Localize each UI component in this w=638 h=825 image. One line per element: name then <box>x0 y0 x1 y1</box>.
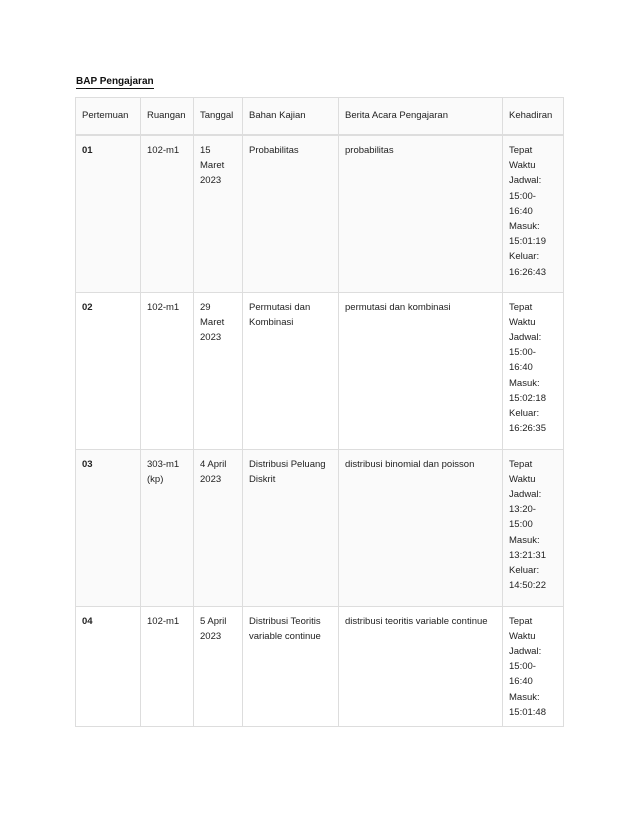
attendance-check-in: Masuk: 15:01:19 <box>509 221 546 248</box>
cell-ruangan: 102-m1 <box>141 606 194 726</box>
cell-bahan-kajian: Probabilitas <box>243 135 339 292</box>
cell-tanggal: 15 Maret 2023 <box>194 135 243 292</box>
cell-berita-acara: permutasi dan kombinasi <box>339 292 503 449</box>
cell-kehadiran <box>503 606 564 726</box>
cell-tanggal: 5 April 2023 <box>194 606 243 726</box>
page-title: BAP Pengajaran <box>76 76 154 87</box>
cell-bahan-kajian: Distribusi Teoritis variable continue <box>243 606 339 726</box>
table-row <box>76 135 564 292</box>
cell-kehadiran <box>503 292 564 449</box>
table-header-row <box>76 98 564 136</box>
cell-berita-acara: distribusi binomial dan poisson <box>339 449 503 606</box>
cell-pertemuan: 04 <box>76 606 141 726</box>
attendance-check-out: Keluar: 16:26:43 <box>509 251 546 278</box>
attendance-schedule: Jadwal: 15:00-16:40 <box>509 331 542 374</box>
table-row <box>76 292 564 449</box>
cell-ruangan: 102-m1 <box>141 135 194 292</box>
bap-table <box>75 97 564 727</box>
attendance-check-in: Masuk: 15:02:18 <box>509 377 546 404</box>
cell-bahan-kajian: Permutasi dan Kombinasi <box>243 292 339 449</box>
attendance-check-out: Keluar: 14:50:22 <box>509 564 546 592</box>
cell-tanggal: 29 Maret 2023 <box>194 292 243 449</box>
cell-ruangan: 303-m1 (kp) <box>141 449 194 606</box>
attendance-schedule: Jadwal: 15:00-16:40 <box>509 175 542 217</box>
cell-tanggal: 4 April 2023 <box>194 449 243 606</box>
attendance-status: Tepat Waktu <box>509 301 536 328</box>
cell-pertemuan: 02 <box>76 292 141 449</box>
cell-kehadiran <box>503 449 564 606</box>
column-header-berita-acara: Berita Acara Pengajaran <box>339 98 503 136</box>
attendance-schedule: Jadwal: 13:20-15:00 <box>509 488 542 531</box>
attendance-status: Tepat Waktu <box>509 458 536 485</box>
attendance-check-in: Masuk: 13:21:31 <box>509 534 546 561</box>
cell-berita-acara: probabilitas <box>339 135 503 292</box>
attendance-status: Tepat Waktu <box>509 145 536 172</box>
attendance-check-out: Keluar: 16:26:35 <box>509 407 546 435</box>
cell-kehadiran <box>503 135 564 292</box>
cell-bahan-kajian: Distribusi Peluang Diskrit <box>243 449 339 606</box>
cell-ruangan: 102-m1 <box>141 292 194 449</box>
attendance-check-in: Masuk: 15:01:48 <box>509 691 546 718</box>
column-header-bahan-kajian: Bahan Kajian <box>243 98 339 136</box>
cell-pertemuan: 01 <box>76 135 141 292</box>
column-header-tanggal: Tanggal <box>194 98 243 136</box>
column-header-kehadiran: Kehadiran <box>503 98 564 136</box>
table-row <box>76 606 564 726</box>
attendance-status: Tepat Waktu <box>509 615 536 642</box>
table-row <box>76 449 564 606</box>
attendance-schedule: Jadwal: 15:00-16:40 <box>509 645 542 688</box>
column-header-pertemuan: Pertemuan <box>76 98 141 136</box>
cell-pertemuan: 03 <box>76 449 141 606</box>
cell-berita-acara: distribusi teoritis variable continue <box>339 606 503 726</box>
column-header-ruangan: Ruangan <box>141 98 194 136</box>
